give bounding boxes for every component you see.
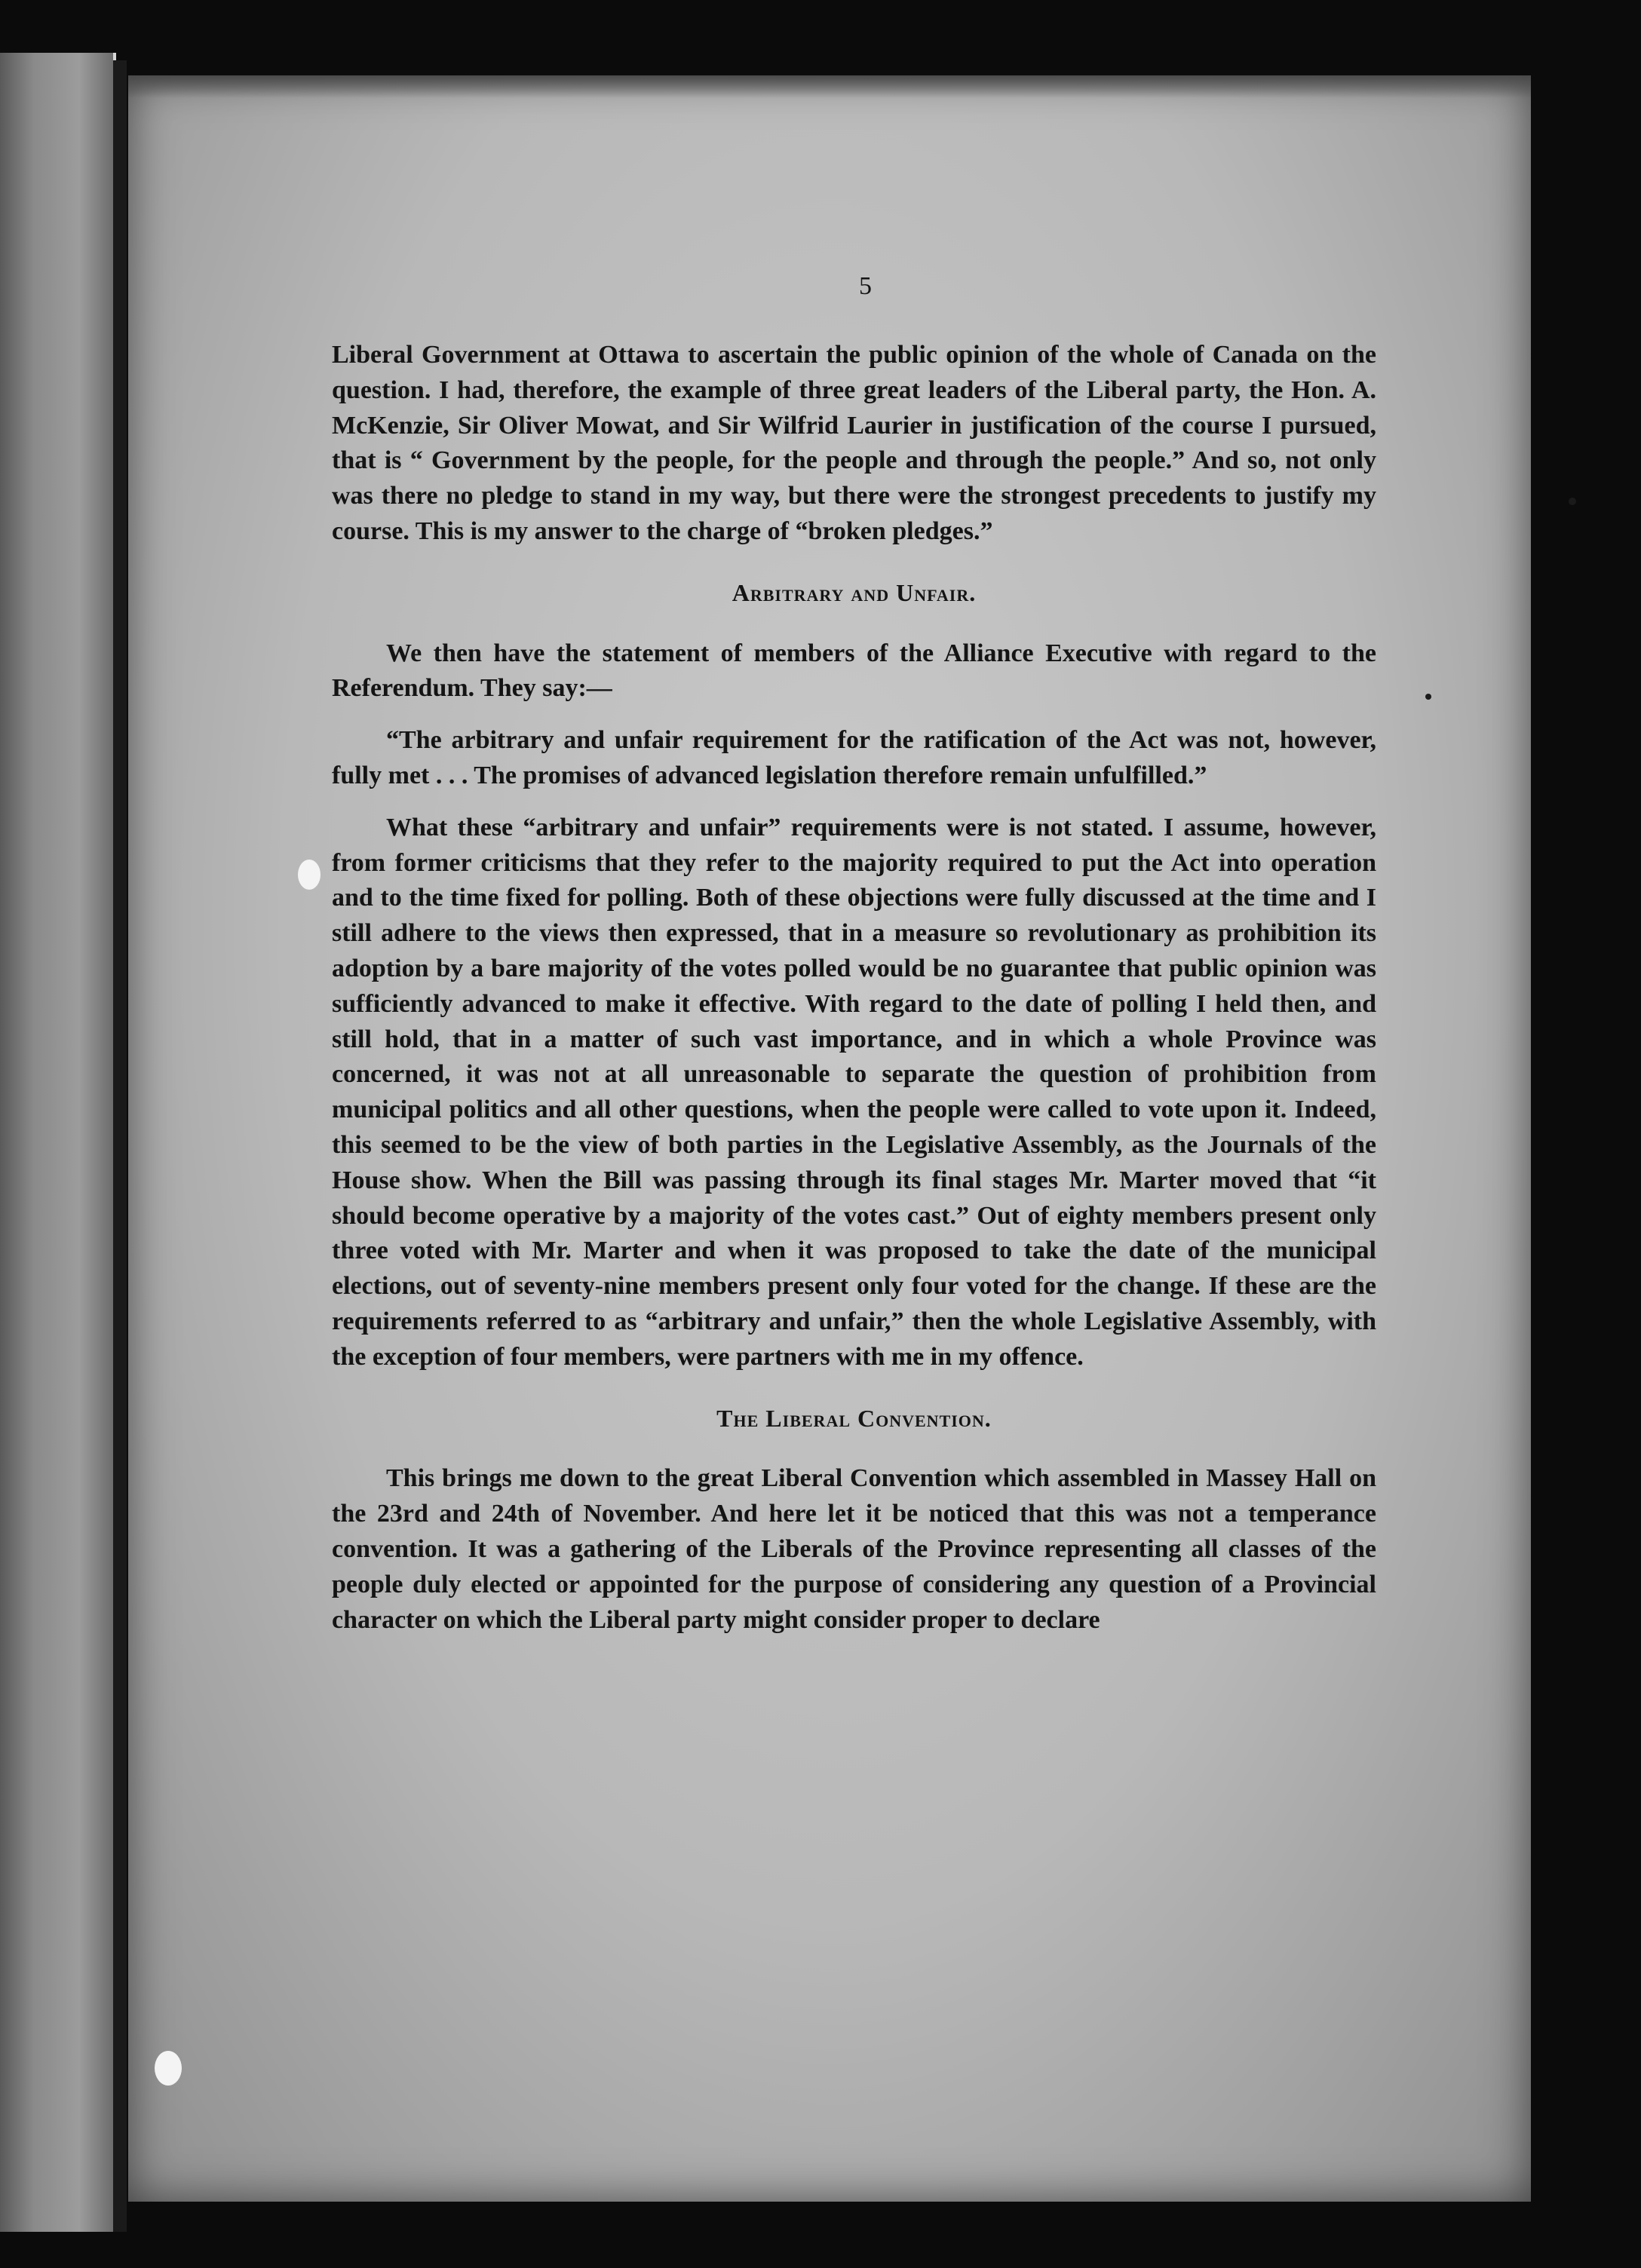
paragraph-requirements: What these “arbitrary and unfair” requirements were is not stated. I assume, however, from former criticisms that they refer to the majority required to put the Act into operation and to the time fixed for polling. Both of these objections were fully discussed at the time and I still adhere to the views then expressed, that in a measure so revolutionary as prohibition its adoption by a bare majority of the votes polled would be no guarantee that public opinion was sufficiently advanced to make it effective. With regard to the date of polling I held then, and still hold, that in a matter of such vast importance, and in which a whole Province was concerned, it was not at all unreasonable to separate the question of prohibition from municipal politics and all other questions, when the people were called to vote upon it. Indeed, this seemed to be the view of both parties in the Legislative Assembly, as the Journals of the House show. When the Bill was passing through its final stages Mr. Marter moved that “it should become operative by a majority of the votes cast.” Out of eighty members present only three voted with Mr. Marter and when it was proposed to take the date of the municipal elections, out of seventy-nine members present only four voted for the change. If these are the requirements referred to as “arbitrary and unfair,” then the whole Legislative Assembly, with the exception of four members, were partners with me in my offence. [332, 813, 1376, 1371]
scan-speck [298, 860, 321, 890]
page-number: 5 [859, 272, 872, 300]
paragraph-continued: Liberal Government at Ottawa to ascertain the public opinion of the whole of Canada on the question. I had, therefore, the example of three great leaders of the Liberal party, the Hon. A. McKenzie, Sir Oliver Mowat, and Sir Wilfrid Laurier in justification of the course I pursued, that is “ Government by the people, for the people and through the people.” And so, not only was there no pledge to stand in my way, but there were the strongest precedents to justify my course. This is my answer to the charge of “broken pledges.” [332, 341, 1376, 545]
scan-speck [1425, 694, 1431, 700]
binding-gutter [113, 60, 127, 2232]
paragraph-convention: This brings me down to the great Liberal Convention which assembled in Massey Hall on the 23rd and 24th of November. And here let it be noticed that this was not a temperance convention. It was a gathering of the Liberals of the Province representing all classes of the people duly elected or appointed for the purpose of considering any question of a Provincial character on which the Liberal party might consider proper to declare [332, 1464, 1376, 1634]
section-heading-liberal-convention: The Liberal Convention. [716, 1404, 992, 1432]
section-heading-arbitrary-unfair: Arbitrary and Unfair. [732, 578, 977, 606]
page-top-shadow [128, 75, 1531, 98]
previous-page-edge [0, 53, 116, 2232]
scan-speck [1569, 498, 1576, 505]
paragraph-alliance-statement: We then have the statement of members of the Alliance Executive with regard to the Referendum. They say:— [332, 639, 1376, 703]
scan-speck [155, 2051, 182, 2086]
page-text [332, 271, 1376, 1638]
quoted-passage: “The arbitrary and unfair requirement for the ratification of the Act was not, however, fully met . . . The promises of advanced legislation therefore remain unfulfilled.” [332, 726, 1376, 789]
